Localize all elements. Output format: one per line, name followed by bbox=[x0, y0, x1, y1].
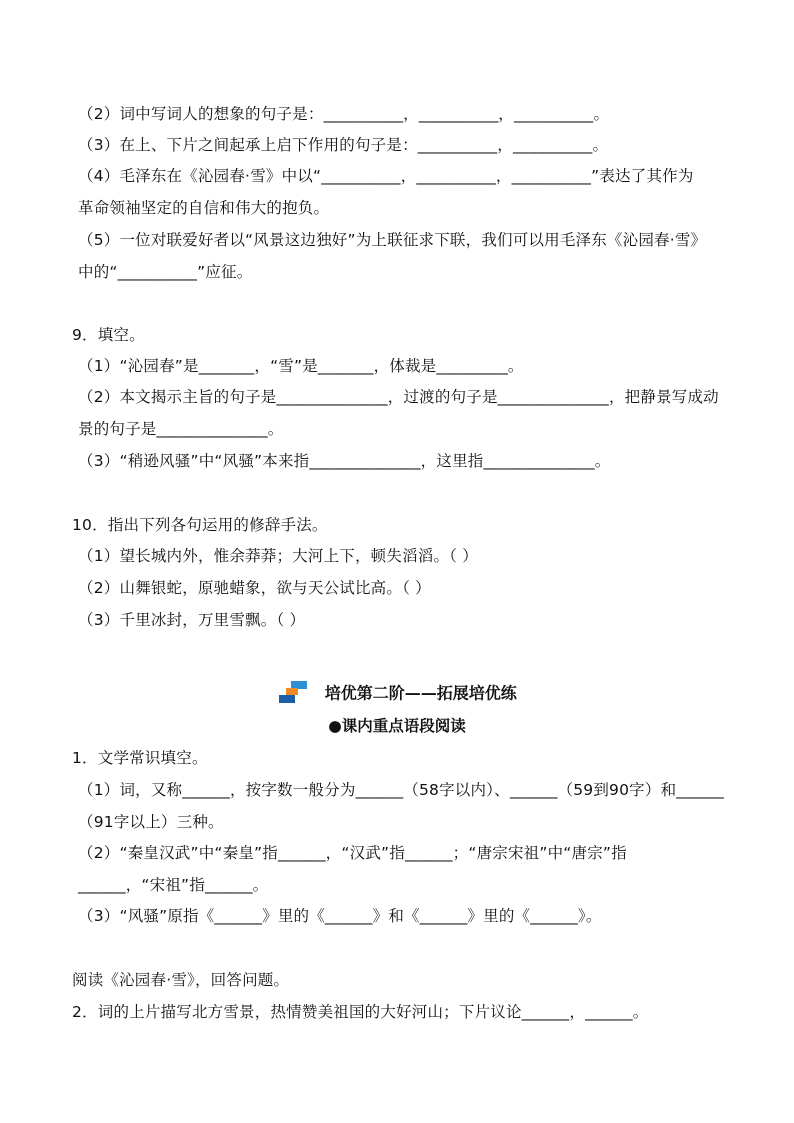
q10-item-3: （3）千里冰封，万里雪飘。（ ） bbox=[78, 611, 306, 629]
q10-heading: 10．指出下列各句运用的修辞手法。 bbox=[72, 516, 328, 534]
s2-intro: 阅读《沁园春·雪》，回答问题。 bbox=[72, 971, 290, 989]
q9-item-3: （3）“稍逊风骚”中“风骚”本来指______________，这里指______________。 bbox=[78, 452, 611, 470]
q8-item-4-line2: 革命领袖坚定的自信和伟大的抱负。 bbox=[78, 199, 330, 217]
q8-item-5-line1: （5）一位对联爱好者以“风景这边独好”为上联征求下联，我们可以用毛泽东《沁园春·雪》 bbox=[78, 231, 707, 249]
s2-question: 2．词的上片描写北方雪景，热情赞美祖国的大好河山；下片议论______，______。 bbox=[72, 1003, 649, 1021]
q10-item-1: （1）望长城内外，惟余莽莽；大河上下，顿失滔滔。（ ） bbox=[78, 547, 478, 565]
q8-item-2: （2）词中写词人的想象的句子是：__________，__________，__________。 bbox=[78, 105, 610, 123]
q9-heading: 9．填空。 bbox=[72, 326, 145, 344]
s1-item-2-line1: （2）“秦皇汉武”中“秦皇”指______，“汉武”指______；“唐宗宋祖”中“唐宗”指 bbox=[78, 844, 627, 862]
q8-item-5-line2: 中的“__________”应征。 bbox=[78, 263, 253, 281]
section-subtitle: ●课内重点语段阅读 bbox=[328, 716, 466, 735]
section-title-row bbox=[0, 680, 794, 708]
q8-item-4-line1: （4）毛泽东在《沁园春·雪》中以“__________，__________，__________”表达了其作为 bbox=[78, 167, 694, 185]
section-title: 培优第二阶——拓展培优练 bbox=[324, 683, 517, 703]
s1-heading: 1．文学常识填空。 bbox=[72, 749, 208, 767]
q10-item-2: （2）山舞银蛇，原驰蜡象，欲与天公试比高。（ ） bbox=[78, 579, 431, 597]
s1-item-1-line1: （1）词，又称______，按字数一般分为______（58字以内）、______（59到90字）和______ bbox=[78, 781, 724, 799]
s1-item-3: （3）“风骚”原指《______》里的《______》和《______》里的《______》。 bbox=[78, 907, 602, 925]
q9-item-2-line2: 景的句子是______________。 bbox=[78, 420, 284, 438]
s1-item-1-line2: （91字以上）三种。 bbox=[78, 813, 224, 831]
q8-item-3: （3）在上、下片之间起承上启下作用的句子是：__________，__________。 bbox=[78, 136, 609, 154]
s1-item-2-line2: ______，“宋祖”指______。 bbox=[78, 876, 269, 894]
q9-item-2-line1: （2）本文揭示主旨的句子是______________，过渡的句子是______________，把静景写成动 bbox=[78, 388, 719, 406]
stacked-blocks-icon bbox=[277, 680, 311, 708]
q9-item-1: （1）“沁园春”是_______，“雪”是_______，体裁是_________。 bbox=[78, 357, 524, 375]
